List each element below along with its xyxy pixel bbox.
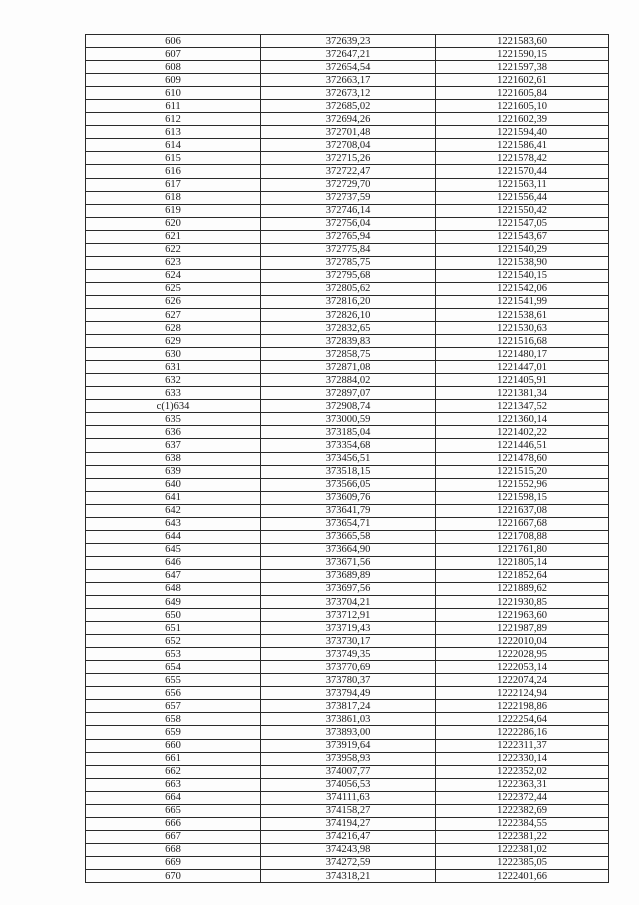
x-coordinate-cell: 374194,27	[261, 817, 436, 830]
x-coordinate-cell: 373697,56	[261, 582, 436, 595]
y-coordinate-cell: 1222401,66	[436, 870, 609, 883]
table-row	[86, 465, 609, 478]
table-row	[86, 61, 609, 74]
y-coordinate-cell: 1221563,11	[436, 178, 609, 191]
x-coordinate-cell: 373919,64	[261, 739, 436, 752]
x-coordinate-cell: 374056,53	[261, 778, 436, 791]
table-row	[86, 478, 609, 491]
point-number-cell: 654	[86, 661, 261, 674]
x-coordinate-cell: 372746,14	[261, 204, 436, 217]
table-row	[86, 596, 609, 609]
y-coordinate-cell: 1221761,80	[436, 543, 609, 556]
y-coordinate-cell: 1222363,31	[436, 778, 609, 791]
table-row	[86, 335, 609, 348]
table-row	[86, 87, 609, 100]
point-number-cell: 653	[86, 648, 261, 661]
y-coordinate-cell: 1221586,41	[436, 139, 609, 152]
point-number-cell: 625	[86, 282, 261, 295]
point-number-cell: 622	[86, 243, 261, 256]
table-row	[86, 426, 609, 439]
point-number-cell: 614	[86, 139, 261, 152]
table-row	[86, 152, 609, 165]
table-row	[86, 217, 609, 230]
table-row	[86, 126, 609, 139]
y-coordinate-cell: 1222385,05	[436, 856, 609, 869]
y-coordinate-cell: 1221605,10	[436, 100, 609, 113]
x-coordinate-cell: 373817,24	[261, 700, 436, 713]
x-coordinate-cell: 372694,26	[261, 113, 436, 126]
point-number-cell: 658	[86, 713, 261, 726]
x-coordinate-cell: 373185,04	[261, 426, 436, 439]
table-row	[86, 739, 609, 752]
point-number-cell: 616	[86, 165, 261, 178]
table-row	[86, 517, 609, 530]
point-number-cell: 667	[86, 830, 261, 843]
table-row	[86, 400, 609, 413]
point-number-cell: 623	[86, 256, 261, 269]
table-row	[86, 452, 609, 465]
point-number-cell: 638	[86, 452, 261, 465]
table-row	[86, 726, 609, 739]
x-coordinate-cell: 374111,63	[261, 791, 436, 804]
x-coordinate-cell: 372756,04	[261, 217, 436, 230]
x-coordinate-cell: 373654,71	[261, 517, 436, 530]
x-coordinate-cell: 373609,76	[261, 491, 436, 504]
y-coordinate-cell: 1222381,02	[436, 843, 609, 856]
x-coordinate-cell: 373456,51	[261, 452, 436, 465]
y-coordinate-cell: 1222010,04	[436, 635, 609, 648]
x-coordinate-cell: 373518,15	[261, 465, 436, 478]
point-number-cell: 637	[86, 439, 261, 452]
table-row	[86, 191, 609, 204]
x-coordinate-cell: 373664,90	[261, 543, 436, 556]
y-coordinate-cell: 1221541,99	[436, 295, 609, 308]
y-coordinate-cell: 1221963,60	[436, 609, 609, 622]
point-number-cell: 649	[86, 596, 261, 609]
point-number-cell: 629	[86, 335, 261, 348]
x-coordinate-cell: 373861,03	[261, 713, 436, 726]
table-row	[86, 569, 609, 582]
table-row	[86, 178, 609, 191]
point-number-cell: 646	[86, 556, 261, 569]
point-number-cell: 661	[86, 752, 261, 765]
point-number-cell: 640	[86, 478, 261, 491]
y-coordinate-cell: 1221889,62	[436, 582, 609, 595]
x-coordinate-cell: 372647,21	[261, 48, 436, 61]
y-coordinate-cell: 1221347,52	[436, 400, 609, 413]
y-coordinate-cell: 1221480,17	[436, 348, 609, 361]
table-row	[86, 204, 609, 217]
y-coordinate-cell: 1221708,88	[436, 530, 609, 543]
point-number-cell: 620	[86, 217, 261, 230]
x-coordinate-cell: 372908,74	[261, 400, 436, 413]
table-row	[86, 530, 609, 543]
x-coordinate-cell: 372729,70	[261, 178, 436, 191]
y-coordinate-cell: 1221930,85	[436, 596, 609, 609]
y-coordinate-cell: 1222372,44	[436, 791, 609, 804]
x-coordinate-cell: 374007,77	[261, 765, 436, 778]
y-coordinate-cell: 1222311,37	[436, 739, 609, 752]
x-coordinate-cell: 372715,26	[261, 152, 436, 165]
table-row	[86, 374, 609, 387]
x-coordinate-cell: 373749,35	[261, 648, 436, 661]
x-coordinate-cell: 373770,69	[261, 661, 436, 674]
y-coordinate-cell: 1221515,20	[436, 465, 609, 478]
y-coordinate-cell: 1221516,68	[436, 335, 609, 348]
point-number-cell: 666	[86, 817, 261, 830]
point-number-cell: 615	[86, 152, 261, 165]
table-row	[86, 361, 609, 374]
point-number-cell: 665	[86, 804, 261, 817]
point-number-cell: 652	[86, 635, 261, 648]
x-coordinate-cell: 372654,54	[261, 61, 436, 74]
y-coordinate-cell: 1221590,15	[436, 48, 609, 61]
y-coordinate-cell: 1221540,15	[436, 269, 609, 282]
y-coordinate-cell: 1221478,60	[436, 452, 609, 465]
point-number-cell: 619	[86, 204, 261, 217]
table-row	[86, 322, 609, 335]
x-coordinate-cell: 373354,68	[261, 439, 436, 452]
x-coordinate-cell: 372839,83	[261, 335, 436, 348]
y-coordinate-cell: 1221570,44	[436, 165, 609, 178]
table-row	[86, 348, 609, 361]
x-coordinate-cell: 372785,75	[261, 256, 436, 269]
y-coordinate-cell: 1221530,63	[436, 322, 609, 335]
y-coordinate-cell: 1221405,91	[436, 374, 609, 387]
table-row	[86, 830, 609, 843]
point-number-cell: 631	[86, 361, 261, 374]
point-number-cell: 662	[86, 765, 261, 778]
x-coordinate-cell: 372795,68	[261, 269, 436, 282]
table-row	[86, 635, 609, 648]
y-coordinate-cell: 1221594,40	[436, 126, 609, 139]
table-row	[86, 282, 609, 295]
y-coordinate-cell: 1221381,34	[436, 387, 609, 400]
point-number-cell: 612	[86, 113, 261, 126]
point-number-cell: 644	[86, 530, 261, 543]
table-row	[86, 35, 609, 48]
point-number-cell: 621	[86, 230, 261, 243]
x-coordinate-cell: 374216,47	[261, 830, 436, 843]
table-row	[86, 139, 609, 152]
coordinates-table-body	[86, 35, 609, 883]
x-coordinate-cell: 372673,12	[261, 87, 436, 100]
x-coordinate-cell: 374243,98	[261, 843, 436, 856]
x-coordinate-cell: 372871,08	[261, 361, 436, 374]
x-coordinate-cell: 373730,17	[261, 635, 436, 648]
point-number-cell: 633	[86, 387, 261, 400]
y-coordinate-cell: 1221556,44	[436, 191, 609, 204]
table-row	[86, 843, 609, 856]
table-row	[86, 439, 609, 452]
y-coordinate-cell: 1221637,08	[436, 504, 609, 517]
point-number-cell: 608	[86, 61, 261, 74]
point-number-cell: 651	[86, 622, 261, 635]
x-coordinate-cell: 373893,00	[261, 726, 436, 739]
table-row	[86, 687, 609, 700]
table-row	[86, 230, 609, 243]
y-coordinate-cell: 1221987,89	[436, 622, 609, 635]
y-coordinate-cell: 1221598,15	[436, 491, 609, 504]
point-number-cell: 647	[86, 569, 261, 582]
table-row	[86, 856, 609, 869]
x-coordinate-cell: 372708,04	[261, 139, 436, 152]
x-coordinate-cell: 373566,05	[261, 478, 436, 491]
y-coordinate-cell: 1222198,86	[436, 700, 609, 713]
point-number-cell: 639	[86, 465, 261, 478]
x-coordinate-cell: 372775,84	[261, 243, 436, 256]
y-coordinate-cell: 1221360,14	[436, 413, 609, 426]
y-coordinate-cell: 1221805,14	[436, 556, 609, 569]
table-row	[86, 100, 609, 113]
point-number-cell: 632	[86, 374, 261, 387]
table-row	[86, 648, 609, 661]
y-coordinate-cell: 1221402,22	[436, 426, 609, 439]
x-coordinate-cell: 373704,21	[261, 596, 436, 609]
y-coordinate-cell: 1222053,14	[436, 661, 609, 674]
table-row	[86, 543, 609, 556]
point-number-cell: 650	[86, 609, 261, 622]
point-number-cell: 659	[86, 726, 261, 739]
point-number-cell: 656	[86, 687, 261, 700]
x-coordinate-cell: 373719,43	[261, 622, 436, 635]
x-coordinate-cell: 373780,37	[261, 674, 436, 687]
table-row	[86, 243, 609, 256]
table-row	[86, 765, 609, 778]
table-row	[86, 556, 609, 569]
x-coordinate-cell: 373665,58	[261, 530, 436, 543]
point-number-cell: 655	[86, 674, 261, 687]
x-coordinate-cell: 372737,59	[261, 191, 436, 204]
point-number-cell: 630	[86, 348, 261, 361]
table-row	[86, 491, 609, 504]
table-row	[86, 661, 609, 674]
x-coordinate-cell: 372639,23	[261, 35, 436, 48]
point-number-cell: 670	[86, 870, 261, 883]
y-coordinate-cell: 1222286,16	[436, 726, 609, 739]
table-row	[86, 791, 609, 804]
table-row	[86, 504, 609, 517]
x-coordinate-cell: 372685,02	[261, 100, 436, 113]
point-number-cell: 668	[86, 843, 261, 856]
table-row	[86, 387, 609, 400]
x-coordinate-cell: 373794,49	[261, 687, 436, 700]
x-coordinate-cell: 372701,48	[261, 126, 436, 139]
y-coordinate-cell: 1221547,05	[436, 217, 609, 230]
point-number-cell: 645	[86, 543, 261, 556]
point-number-cell: 635	[86, 413, 261, 426]
x-coordinate-cell: 372858,75	[261, 348, 436, 361]
table-row	[86, 622, 609, 635]
point-number-cell: 663	[86, 778, 261, 791]
y-coordinate-cell: 1221543,67	[436, 230, 609, 243]
point-number-cell: 624	[86, 269, 261, 282]
point-number-cell: 660	[86, 739, 261, 752]
y-coordinate-cell: 1221540,29	[436, 243, 609, 256]
table-row	[86, 778, 609, 791]
y-coordinate-cell: 1221578,42	[436, 152, 609, 165]
y-coordinate-cell: 1222330,14	[436, 752, 609, 765]
y-coordinate-cell: 1221667,68	[436, 517, 609, 530]
point-number-cell: 611	[86, 100, 261, 113]
x-coordinate-cell: 373671,56	[261, 556, 436, 569]
point-number-cell: с(1)634	[86, 400, 261, 413]
y-coordinate-cell: 1221550,42	[436, 204, 609, 217]
table-row	[86, 74, 609, 87]
table-row	[86, 817, 609, 830]
table-row	[86, 700, 609, 713]
table-row	[86, 804, 609, 817]
table-row	[86, 413, 609, 426]
point-number-cell: 627	[86, 308, 261, 321]
table-row	[86, 582, 609, 595]
table-row	[86, 113, 609, 126]
x-coordinate-cell: 373689,89	[261, 569, 436, 582]
point-number-cell: 618	[86, 191, 261, 204]
point-number-cell: 648	[86, 582, 261, 595]
table-row	[86, 165, 609, 178]
table-row	[86, 308, 609, 321]
x-coordinate-cell: 372765,94	[261, 230, 436, 243]
table-row	[86, 48, 609, 61]
x-coordinate-cell: 372816,20	[261, 295, 436, 308]
y-coordinate-cell: 1222352,02	[436, 765, 609, 778]
y-coordinate-cell: 1221852,64	[436, 569, 609, 582]
point-number-cell: 606	[86, 35, 261, 48]
x-coordinate-cell: 374158,27	[261, 804, 436, 817]
x-coordinate-cell: 374272,59	[261, 856, 436, 869]
point-number-cell: 626	[86, 295, 261, 308]
x-coordinate-cell: 372897,07	[261, 387, 436, 400]
table-row	[86, 713, 609, 726]
point-number-cell: 613	[86, 126, 261, 139]
x-coordinate-cell: 373641,79	[261, 504, 436, 517]
y-coordinate-cell: 1221538,90	[436, 256, 609, 269]
point-number-cell: 664	[86, 791, 261, 804]
table-row	[86, 256, 609, 269]
x-coordinate-cell: 373958,93	[261, 752, 436, 765]
y-coordinate-cell: 1221605,84	[436, 87, 609, 100]
y-coordinate-cell: 1221602,61	[436, 74, 609, 87]
x-coordinate-cell: 373712,91	[261, 609, 436, 622]
y-coordinate-cell: 1222381,22	[436, 830, 609, 843]
point-number-cell: 643	[86, 517, 261, 530]
y-coordinate-cell: 1222254,64	[436, 713, 609, 726]
table-row	[86, 752, 609, 765]
y-coordinate-cell: 1221447,01	[436, 361, 609, 374]
x-coordinate-cell: 372826,10	[261, 308, 436, 321]
table-row	[86, 269, 609, 282]
y-coordinate-cell: 1222382,69	[436, 804, 609, 817]
y-coordinate-cell: 1221597,38	[436, 61, 609, 74]
y-coordinate-cell: 1221542,06	[436, 282, 609, 295]
x-coordinate-cell: 372805,62	[261, 282, 436, 295]
table-row	[86, 674, 609, 687]
y-coordinate-cell: 1221602,39	[436, 113, 609, 126]
y-coordinate-cell: 1221538,61	[436, 308, 609, 321]
point-number-cell: 641	[86, 491, 261, 504]
point-number-cell: 628	[86, 322, 261, 335]
x-coordinate-cell: 372663,17	[261, 74, 436, 87]
table-row	[86, 609, 609, 622]
table-row	[86, 295, 609, 308]
y-coordinate-cell: 1222124,94	[436, 687, 609, 700]
coordinates-table	[85, 34, 609, 883]
x-coordinate-cell: 373000,59	[261, 413, 436, 426]
x-coordinate-cell: 372884,02	[261, 374, 436, 387]
x-coordinate-cell: 372832,65	[261, 322, 436, 335]
point-number-cell: 607	[86, 48, 261, 61]
y-coordinate-cell: 1221583,60	[436, 35, 609, 48]
y-coordinate-cell: 1222028,95	[436, 648, 609, 661]
point-number-cell: 617	[86, 178, 261, 191]
y-coordinate-cell: 1221552,96	[436, 478, 609, 491]
y-coordinate-cell: 1222384,55	[436, 817, 609, 830]
point-number-cell: 642	[86, 504, 261, 517]
x-coordinate-cell: 374318,21	[261, 870, 436, 883]
point-number-cell: 609	[86, 74, 261, 87]
y-coordinate-cell: 1222074,24	[436, 674, 609, 687]
y-coordinate-cell: 1221446,51	[436, 439, 609, 452]
point-number-cell: 610	[86, 87, 261, 100]
point-number-cell: 669	[86, 856, 261, 869]
point-number-cell: 636	[86, 426, 261, 439]
point-number-cell: 657	[86, 700, 261, 713]
table-row	[86, 870, 609, 883]
x-coordinate-cell: 372722,47	[261, 165, 436, 178]
